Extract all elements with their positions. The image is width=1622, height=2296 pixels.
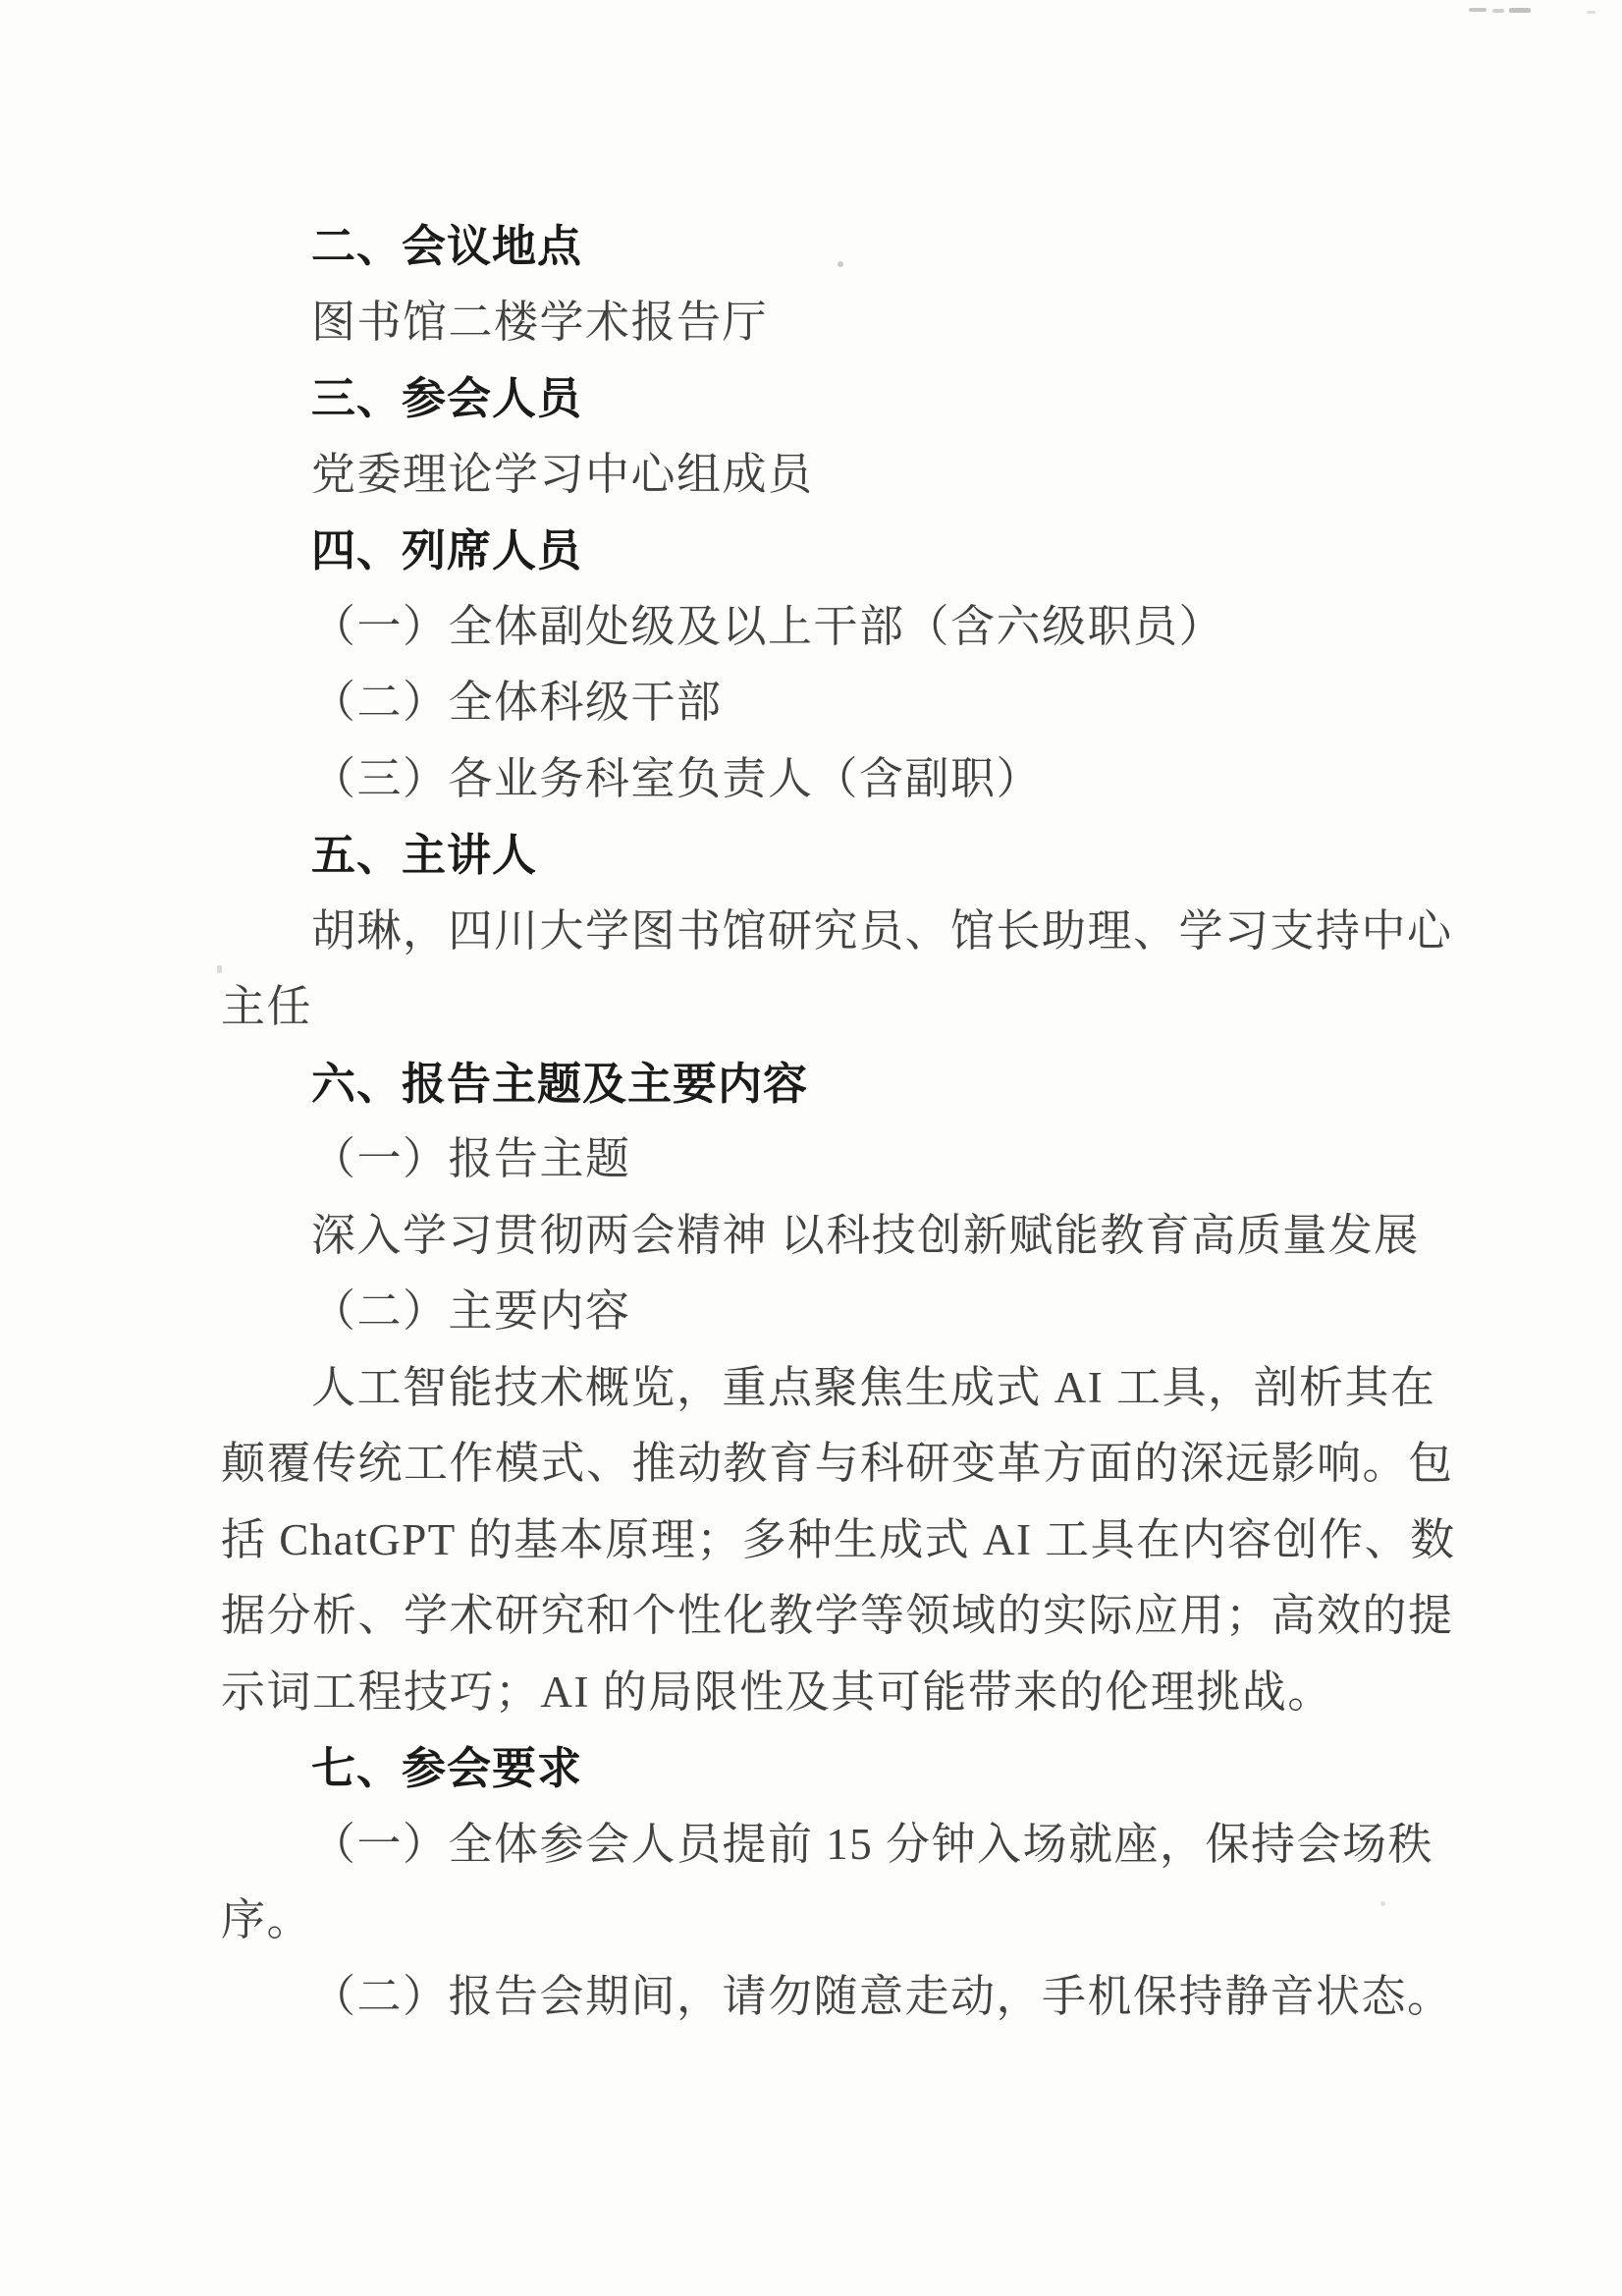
heading-speaker: 五、主讲人 — [311, 830, 538, 880]
scan-speck — [1509, 8, 1531, 13]
heading-observers: 四、列席人员 — [311, 525, 583, 575]
heading-venue: 二、会议地点 — [311, 221, 583, 271]
main-content-line-3: 括 ChatGPT 的基本原理；多种生成式 AI 工具在内容创作、数 — [221, 1514, 1456, 1564]
scan-speck — [217, 965, 222, 973]
requirement-item-1-line-1: （一）全体参会人员提前 15 分钟入场就座，保持会场秩 — [311, 1819, 1434, 1869]
main-content-line-5: 示词工程技巧；AI 的局限性及其可能带来的伦理挑战。 — [221, 1667, 1333, 1717]
subheading-report-topic: （一）报告主题 — [311, 1134, 631, 1183]
participants-text: 党委理论学习中心组成员 — [311, 449, 814, 499]
heading-requirements: 七、参会要求 — [311, 1743, 583, 1793]
heading-topic-and-content: 六、报告主题及主要内容 — [311, 1058, 809, 1109]
speaker-text-line-2: 主任 — [221, 982, 313, 1031]
venue-text: 图书馆二楼学术报告厅 — [311, 297, 769, 347]
heading-participants: 三、参会人员 — [311, 373, 583, 423]
scan-speck — [1380, 1901, 1385, 1906]
main-content-line-1: 人工智能技术概览，重点聚焦生成式 AI 工具，剖析其在 — [311, 1362, 1436, 1412]
requirement-item-1-line-2: 序。 — [221, 1895, 313, 1944]
observer-item-1: （一）全体副处级及以上干部（含六级职员） — [311, 601, 1225, 651]
scan-speck — [838, 261, 843, 267]
report-topic-text: 深入学习贯彻两会精神 以科技创新赋能教育高质量发展 — [311, 1210, 1420, 1260]
scan-speck — [1469, 8, 1487, 12]
scan-speck — [1587, 11, 1595, 14]
main-content-line-4: 据分析、学术研究和个性化教学等领域的实际应用；高效的提 — [221, 1591, 1454, 1640]
document-content — [221, 208, 1456, 2035]
scan-speck — [1492, 9, 1504, 13]
observer-item-3: （三）各业务科室负责人（含副职） — [311, 753, 1043, 803]
observer-item-2: （二）全体科级干部 — [311, 678, 723, 727]
subheading-main-content: （二）主要内容 — [311, 1286, 631, 1336]
main-content-line-2: 颠覆传统工作模式、推动教育与科研变革方面的深远影响。包 — [221, 1439, 1454, 1488]
speaker-text-line-1: 胡琳，四川大学图书馆研究员、馆长助理、学习支持中心 — [311, 905, 1453, 956]
requirement-item-2: （二）报告会期间，请勿随意走动，手机保持静音状态。 — [311, 1971, 1453, 2021]
